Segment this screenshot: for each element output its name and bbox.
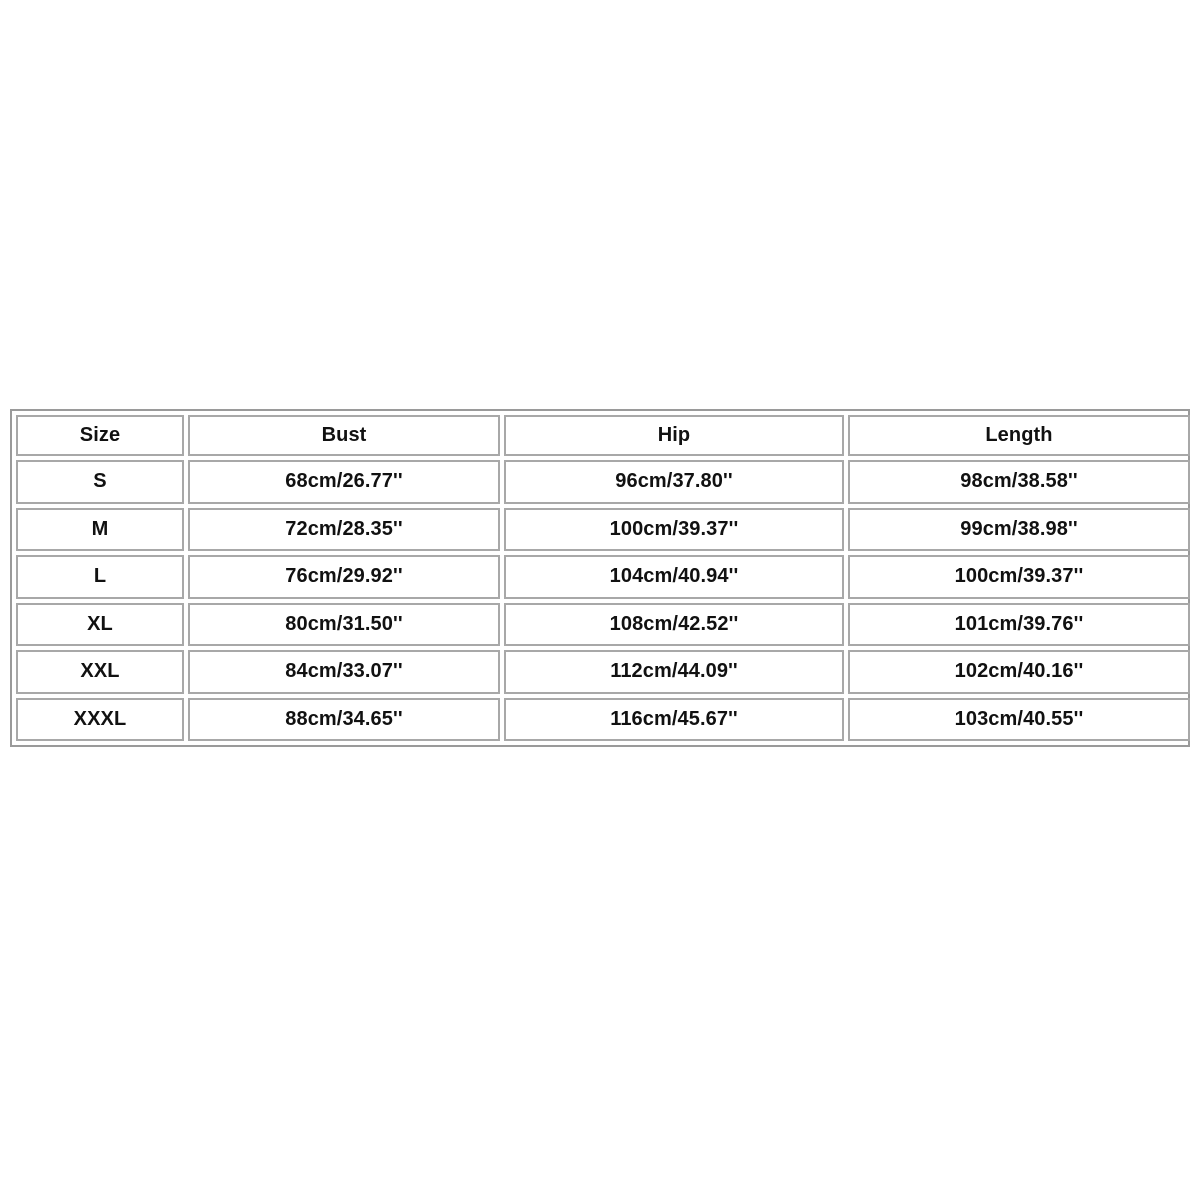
header-size: Size — [16, 415, 184, 456]
length-cell: 98cm/38.58'' — [848, 460, 1190, 504]
hip-cell: 104cm/40.94'' — [504, 555, 844, 599]
size-cell: M — [16, 508, 184, 552]
bust-cell: 80cm/31.50'' — [188, 603, 500, 647]
size-chart — [10, 409, 1190, 747]
size-cell: XXL — [16, 650, 184, 694]
bust-cell: 68cm/26.77'' — [188, 460, 500, 504]
hip-cell: 108cm/42.52'' — [504, 603, 844, 647]
size-chart-table — [12, 411, 1194, 745]
hip-cell: 112cm/44.09'' — [504, 650, 844, 694]
table-row — [16, 555, 1190, 599]
size-cell: S — [16, 460, 184, 504]
bust-cell: 72cm/28.35'' — [188, 508, 500, 552]
length-cell: 100cm/39.37'' — [848, 555, 1190, 599]
size-cell: XXXL — [16, 698, 184, 742]
bust-cell: 84cm/33.07'' — [188, 650, 500, 694]
header-bust: Bust — [188, 415, 500, 456]
length-cell: 101cm/39.76'' — [848, 603, 1190, 647]
table-row — [16, 508, 1190, 552]
header-row — [16, 415, 1190, 456]
length-cell: 102cm/40.16'' — [848, 650, 1190, 694]
header-hip: Hip — [504, 415, 844, 456]
size-cell: L — [16, 555, 184, 599]
table-row — [16, 650, 1190, 694]
hip-cell: 96cm/37.80'' — [504, 460, 844, 504]
bust-cell: 76cm/29.92'' — [188, 555, 500, 599]
bust-cell: 88cm/34.65'' — [188, 698, 500, 742]
table-row — [16, 460, 1190, 504]
size-cell: XL — [16, 603, 184, 647]
length-cell: 99cm/38.98'' — [848, 508, 1190, 552]
hip-cell: 116cm/45.67'' — [504, 698, 844, 742]
hip-cell: 100cm/39.37'' — [504, 508, 844, 552]
table-row — [16, 603, 1190, 647]
length-cell: 103cm/40.55'' — [848, 698, 1190, 742]
table-row — [16, 698, 1190, 742]
header-length: Length — [848, 415, 1190, 456]
